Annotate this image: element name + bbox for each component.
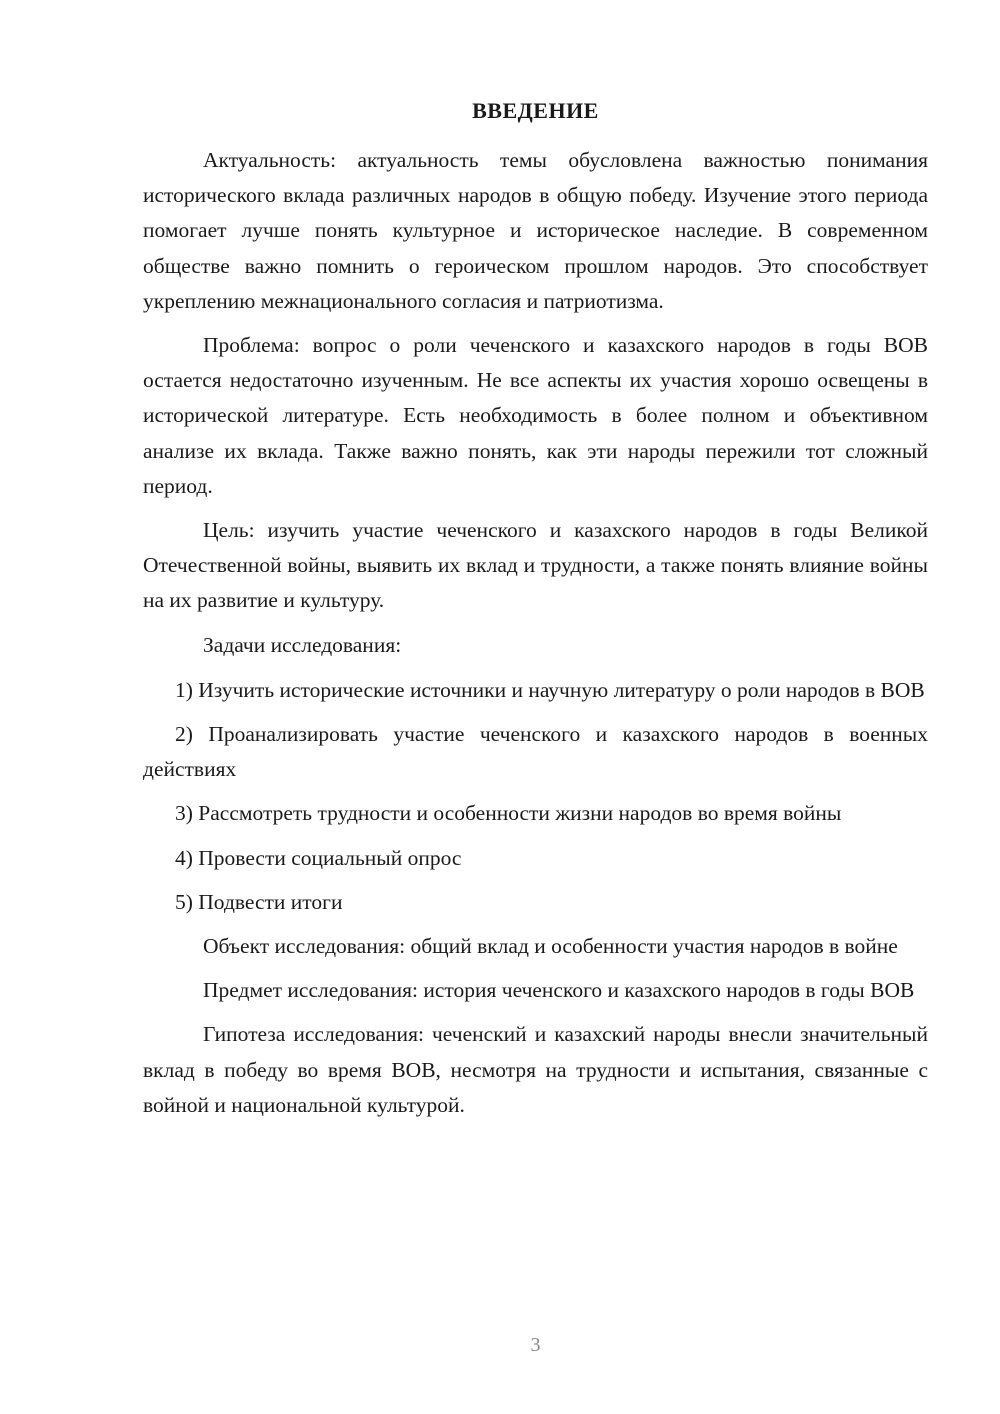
object-paragraph: Объект исследования: общий вклад и особенности участия народов в войне [203,934,898,959]
document-page [143,0,928,1414]
task-item-2: 2) Проанализировать участие чеченского и казахского народов в военных действиях [143,722,928,782]
problem-paragraph: Проблема: вопрос о роли чеченского и казахского народов в годы ВОВ остается недостаточно изученным. Не все аспекты их участия хорошо освещены в исторической литературе. Есть необходимость в более полном и объективном анализе их вклада. Также важно понять, как эти народы пережили тот сложный период. [143,333,928,498]
task-item-5: 5) Подвести итоги [175,889,343,914]
page-title: ВВЕДЕНИЕ [472,98,599,123]
task-item-1: 1) Изучить исторические источники и научную литературу о роли народов в ВОВ [175,677,925,702]
hypothesis-paragraph: Гипотеза исследования: чеченский и казахский народы внесли значительный вклад в победу во время ВОВ, несмотря на трудности и испытания, связанные с войной и национальной культурой. [143,1022,928,1117]
document-body [143,143,928,1132]
page-number: 3 [530,1334,541,1356]
task-item-4: 4) Провести социальный опрос [175,845,462,870]
goal-paragraph: Цель: изучить участие чеченского и казахского народов в годы Великой Отечественной войны, выявить их вклад и трудности, а также понять влияние войны на их развитие и культуру. [143,518,928,613]
task-item-3: 3) Рассмотреть трудности и особенности жизни народов во время войны [175,801,842,826]
subject-paragraph: Предмет исследования: история чеченского и казахского народов в годы ВОВ [203,978,915,1003]
tasks-title: Задачи исследования: [203,632,402,657]
relevance-paragraph: Актуальность: актуальность темы обусловлена важностью понимания исторического вклада различных народов в общую победу. Изучение этого периода помогает лучше понять культурное и историческое наследие. В современном обществе важно помнить о героическом прошлом народов. Это способствует укреплению межнационального согласия и патриотизма. [143,148,928,313]
